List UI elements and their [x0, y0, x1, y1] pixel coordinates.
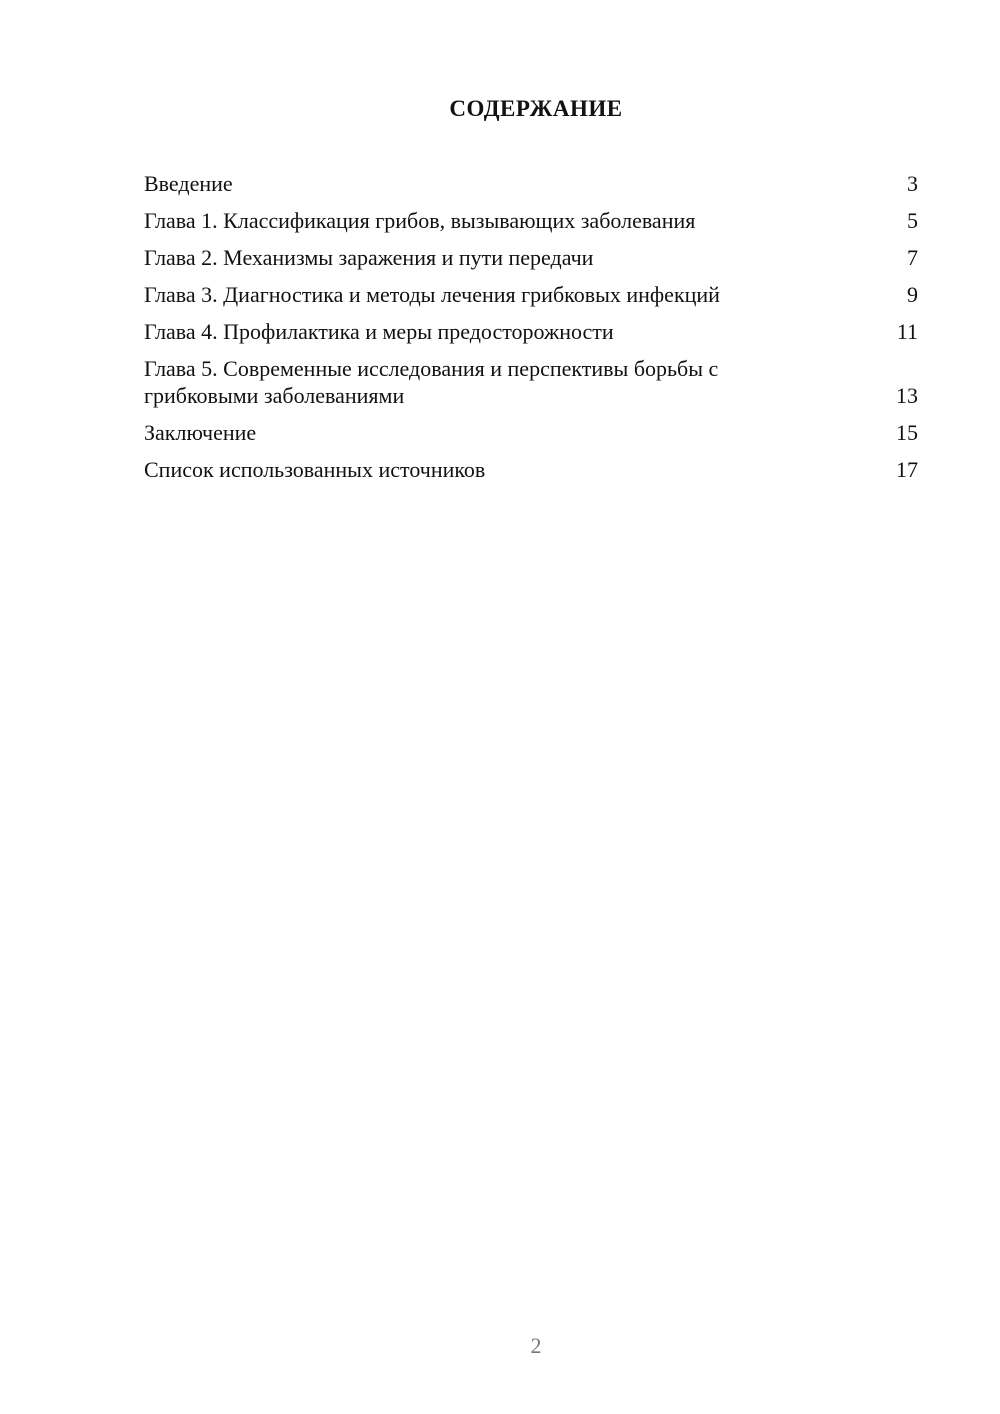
toc-entry: [144, 456, 918, 483]
toc-entry: [144, 419, 918, 446]
toc-entry-page: 11: [896, 319, 918, 344]
toc-entry: [144, 355, 918, 409]
table-of-contents: [144, 170, 918, 493]
toc-entry-page: 15: [896, 420, 918, 445]
toc-entry-page: 17: [896, 457, 918, 482]
toc-entry-label: Введение: [144, 171, 233, 196]
toc-entry-label: Глава 5. Современные исследования и перспективы борьбы с грибковыми заболеваниями: [144, 356, 719, 408]
toc-entry-label: Глава 1. Классификация грибов, вызывающих заболевания: [144, 208, 696, 233]
toc-entry-label: Глава 4. Профилактика и меры предосторожности: [144, 319, 614, 344]
toc-entry-label: Глава 3. Диагностика и методы лечения грибковых инфекций: [144, 282, 720, 307]
toc-entry-label: Список использованных источников: [144, 457, 486, 482]
toc-entry: [144, 281, 918, 308]
toc-entry-page: 13: [896, 383, 918, 408]
toc-entry: [144, 244, 918, 271]
toc-entry-page: 5: [907, 208, 918, 233]
toc-entry-label: Глава 2. Механизмы заражения и пути передачи: [144, 245, 594, 270]
toc-entry: [144, 170, 918, 197]
toc-entry: [144, 318, 918, 345]
page-title: СОДЕРЖАНИЕ: [449, 96, 623, 121]
toc-entry-page: 3: [907, 171, 918, 196]
page-number: 2: [530, 1333, 542, 1358]
toc-entry-page: 7: [907, 245, 918, 270]
toc-entry: [144, 207, 918, 234]
toc-entry-page: 9: [907, 282, 918, 307]
toc-entry-label: Заключение: [144, 420, 257, 445]
